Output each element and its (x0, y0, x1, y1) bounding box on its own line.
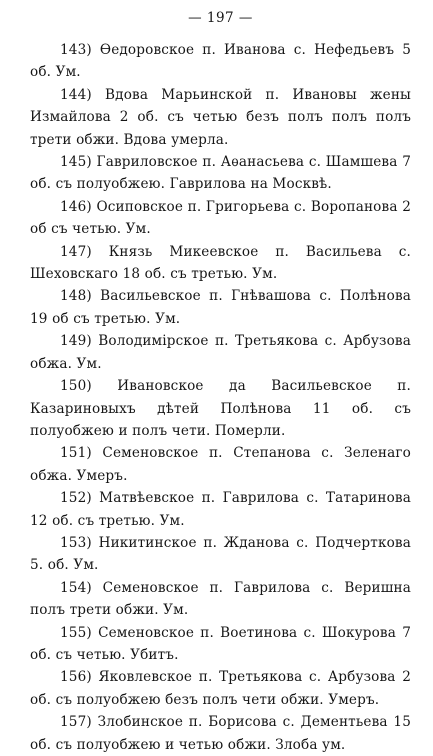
entry-153: 153) Никитинское п. Жданова с. Подчерткова 5. об. Ум. (30, 534, 411, 574)
entry-157: 157) Злобинское п. Борисова с. Дементьева 15 об. съ полуобжею и четью обжи. Злоба ум. (30, 714, 411, 753)
entry-152: 152) Матвѣевское п. Гаврилова с. Татаринова 12 об. съ третью. Ум. (30, 490, 411, 529)
entry-155: 155) Семеновское п. Воетинова с. Шокурова 7 об. съ четью. Убитъ. (30, 624, 411, 663)
entry-143: 143) Ѳедоровское п. Иванова с. Нефедьевъ 5 об. Ум. (30, 42, 411, 81)
entry-156: 156) Яковлевское п. Третьякова с. Арбузова 2 об. съ полуобжею безъ полъ чети обжи. Умеръ. (30, 669, 411, 708)
entry-145: 145) Гавриловское п. Аѳанасьева с. Шамшева 7 об. съ полуобжею. Гаврилова на Москвѣ. (30, 154, 411, 193)
entry-148: 148) Васильевское п. Гнѣвашова с. Полѣнова 19 об съ третью. Ум. (30, 288, 411, 327)
entry-154: 154) Семеновское п. Гаврилова с. Веришна полъ трети обжи. Ум. (30, 579, 411, 619)
entry-151: 151) Семеновское п. Степанова с. Зеленаго обжа. Умеръ. (30, 445, 411, 484)
entry-144: 144) Вдова Марьинской п. Ивановы жены Измайлова 2 об. съ четью безъ полъ полъ полъ трети обжи. Вдова умерла. (30, 86, 411, 148)
entry-150: 150) Ивановское да Васильевское п. Казариновыхъ дѣтей Полѣнова 11 об. съ полуобжею и полъ чети. Померли. (30, 378, 411, 439)
entry-149: 149) Володимірское п. Третьякова с. Арбузова обжа. Ум. (30, 333, 411, 372)
entry-146: 146) Осиповское п. Григорьева с. Воропанова 2 об съ четью. Ум. (30, 198, 411, 238)
entry-list (30, 39, 411, 756)
entry-147: 147) Князь Микеевское п. Васильева с. Шеховскаго 18 об. съ третью. Ум. (30, 243, 411, 283)
page-number: — 197 — (188, 10, 253, 26)
